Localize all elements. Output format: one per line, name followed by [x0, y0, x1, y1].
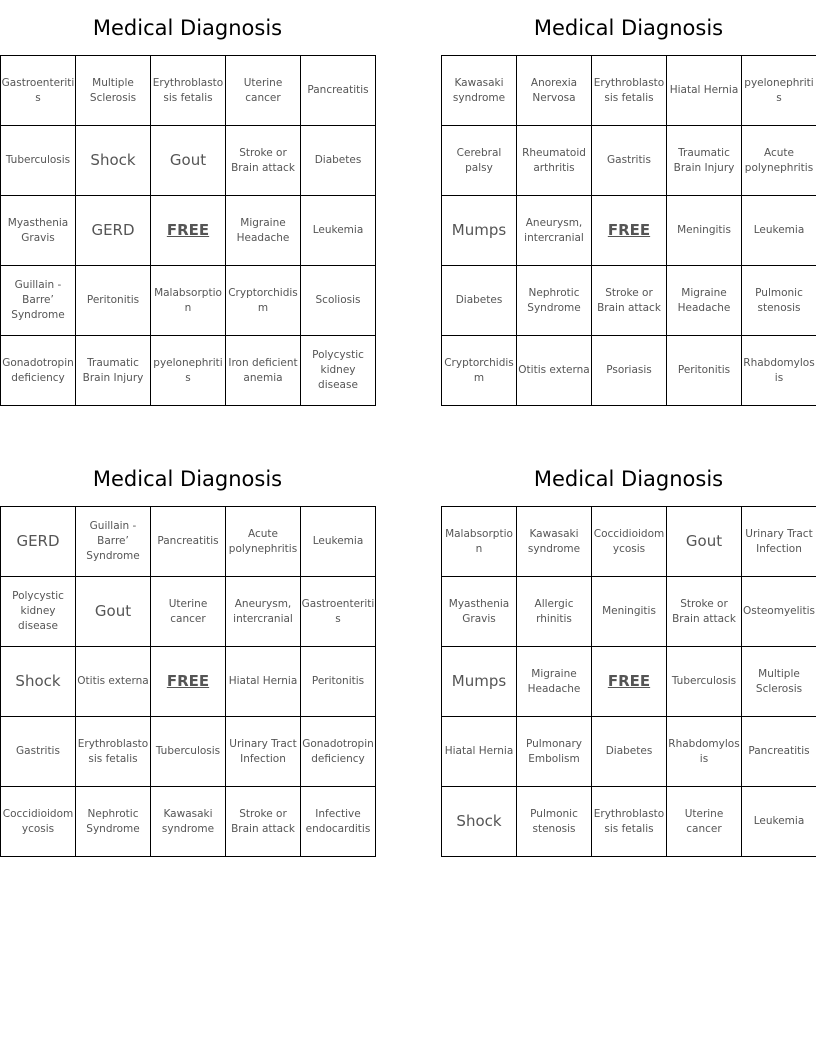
bingo-cell: Acute polynephritis	[742, 126, 816, 196]
bingo-cell: Leukemia	[742, 787, 816, 857]
free-space-cell: FREE	[592, 647, 667, 717]
bingo-cell: Psoriasis	[592, 336, 667, 406]
bingo-cell: Gout	[151, 126, 226, 196]
bingo-grid	[0, 506, 376, 857]
bingo-cell: Gonadotropin deficiency	[301, 717, 376, 787]
bingo-cell: Migraine Headache	[226, 196, 301, 266]
bingo-cell: Multiple Sclerosis	[76, 56, 151, 126]
bingo-cell: Stroke or Brain attack	[592, 266, 667, 336]
free-space-cell: FREE	[151, 196, 226, 266]
bingo-cell: Hiatal Hernia	[667, 56, 742, 126]
bingo-cell: Tuberculosis	[1, 126, 76, 196]
bingo-grid	[441, 55, 816, 406]
bingo-cell: GERD	[76, 196, 151, 266]
bingo-cell: Pancreatitis	[301, 56, 376, 126]
bingo-cell: Nephrotic Syndrome	[517, 266, 592, 336]
bingo-cell: Rhabdomylosis	[667, 717, 742, 787]
bingo-cell: Anorexia Nervosa	[517, 56, 592, 126]
bingo-cell: Allergic rhinitis	[517, 577, 592, 647]
bingo-cell: Pulmonic stenosis	[742, 266, 816, 336]
free-space-cell: FREE	[592, 196, 667, 266]
bingo-cell: Uterine cancer	[226, 56, 301, 126]
bingo-cell: Guillain - Barre’ Syndrome	[1, 266, 76, 336]
bingo-cell: Shock	[76, 126, 151, 196]
bingo-cell: Iron deficient anemia	[226, 336, 301, 406]
bingo-cell: Aneurysm, intercranial	[517, 196, 592, 266]
bingo-cell: Peritonitis	[76, 266, 151, 336]
bingo-cell: Peritonitis	[667, 336, 742, 406]
card-title: Medical Diagnosis	[92, 15, 283, 40]
bingo-cell: Pulmonary Embolism	[517, 717, 592, 787]
bingo-cell: Diabetes	[442, 266, 517, 336]
bingo-card-1	[0, 0, 375, 406]
bingo-card-3	[0, 451, 375, 857]
bingo-card-4	[441, 451, 816, 857]
bingo-cell: Erythroblastosis fetalis	[76, 717, 151, 787]
bingo-cell: Mumps	[442, 647, 517, 717]
bingo-cell: Erythroblastosis fetalis	[151, 56, 226, 126]
bingo-cell: Guillain - Barre’ Syndrome	[76, 507, 151, 577]
bingo-cell: Acute polynephritis	[226, 507, 301, 577]
bingo-cell: Gastritis	[592, 126, 667, 196]
bingo-cell: Cerebral palsy	[442, 126, 517, 196]
bingo-cell: Shock	[442, 787, 517, 857]
bingo-cell: Meningitis	[592, 577, 667, 647]
bingo-cell: Shock	[1, 647, 76, 717]
bingo-cell: Rhabdomylosis	[742, 336, 816, 406]
bingo-cell: Gastroenteritis	[1, 56, 76, 126]
card-title: Medical Diagnosis	[533, 15, 724, 40]
bingo-cell: Polycystic kidney disease	[301, 336, 376, 406]
bingo-cell: Diabetes	[301, 126, 376, 196]
bingo-cell: Tuberculosis	[151, 717, 226, 787]
bingo-cell: Traumatic Brain Injury	[667, 126, 742, 196]
bingo-cell: pyelonephritis	[742, 56, 816, 126]
bingo-cell: Rheumatoid arthritis	[517, 126, 592, 196]
card-title: Medical Diagnosis	[92, 466, 283, 491]
bingo-cell: Coccidioidomycosis	[592, 507, 667, 577]
bingo-cell: Uterine cancer	[667, 787, 742, 857]
bingo-cell: Gastritis	[1, 717, 76, 787]
bingo-cell: Meningitis	[667, 196, 742, 266]
bingo-cell: Tuberculosis	[667, 647, 742, 717]
free-space-cell: FREE	[151, 647, 226, 717]
bingo-cell: Otitis externa	[76, 647, 151, 717]
bingo-cell: Stroke or Brain attack	[667, 577, 742, 647]
bingo-cell: Diabetes	[592, 717, 667, 787]
bingo-cell: Uterine cancer	[151, 577, 226, 647]
bingo-cell: Kawasaki syndrome	[151, 787, 226, 857]
bingo-cell: Cryptorchidism	[226, 266, 301, 336]
bingo-cell: Stroke or Brain attack	[226, 787, 301, 857]
bingo-cell: Polycystic kidney disease	[1, 577, 76, 647]
bingo-grid	[0, 55, 376, 406]
bingo-cell: Otitis externa	[517, 336, 592, 406]
bingo-cell: Erythroblastosis fetalis	[592, 56, 667, 126]
bingo-cell: Myasthenia Gravis	[1, 196, 76, 266]
bingo-cell: Multiple Sclerosis	[742, 647, 816, 717]
bingo-cell: Osteomyelitis	[742, 577, 816, 647]
bingo-cell: Pulmonic stenosis	[517, 787, 592, 857]
bingo-cell: Stroke or Brain attack	[226, 126, 301, 196]
bingo-cell: Nephrotic Syndrome	[76, 787, 151, 857]
bingo-cell: Hiatal Hernia	[226, 647, 301, 717]
bingo-cell: Gout	[76, 577, 151, 647]
bingo-cell: Mumps	[442, 196, 517, 266]
bingo-cell: Malabsorption	[151, 266, 226, 336]
bingo-cell: Traumatic Brain Injury	[76, 336, 151, 406]
bingo-cell: GERD	[1, 507, 76, 577]
bingo-cell: Kawasaki syndrome	[442, 56, 517, 126]
bingo-cell: Urinary Tract Infection	[226, 717, 301, 787]
bingo-cell: Kawasaki syndrome	[517, 507, 592, 577]
bingo-card-2	[441, 0, 816, 406]
bingo-cell: Migraine Headache	[667, 266, 742, 336]
bingo-cell: pyelonephritis	[151, 336, 226, 406]
bingo-cell: Aneurysm, intercranial	[226, 577, 301, 647]
bingo-cell: Erythroblastosis fetalis	[592, 787, 667, 857]
bingo-cell: Leukemia	[301, 507, 376, 577]
bingo-cell: Peritonitis	[301, 647, 376, 717]
bingo-cell: Pancreatitis	[151, 507, 226, 577]
bingo-cell: Gonadotropin deficiency	[1, 336, 76, 406]
card-title: Medical Diagnosis	[533, 466, 724, 491]
bingo-cell: Pancreatitis	[742, 717, 816, 787]
bingo-cell: Hiatal Hernia	[442, 717, 517, 787]
bingo-cell: Scoliosis	[301, 266, 376, 336]
bingo-cell: Gastroenteritis	[301, 577, 376, 647]
bingo-cell: Gout	[667, 507, 742, 577]
bingo-grid	[441, 506, 816, 857]
bingo-cell: Leukemia	[301, 196, 376, 266]
bingo-cell: Urinary Tract Infection	[742, 507, 816, 577]
bingo-cell: Myasthenia Gravis	[442, 577, 517, 647]
bingo-cell: Malabsorption	[442, 507, 517, 577]
bingo-cell: Leukemia	[742, 196, 816, 266]
bingo-cell: Cryptorchidism	[442, 336, 517, 406]
bingo-cell: Infective endocarditis	[301, 787, 376, 857]
bingo-cell: Coccidioidomycosis	[1, 787, 76, 857]
bingo-cell: Migraine Headache	[517, 647, 592, 717]
